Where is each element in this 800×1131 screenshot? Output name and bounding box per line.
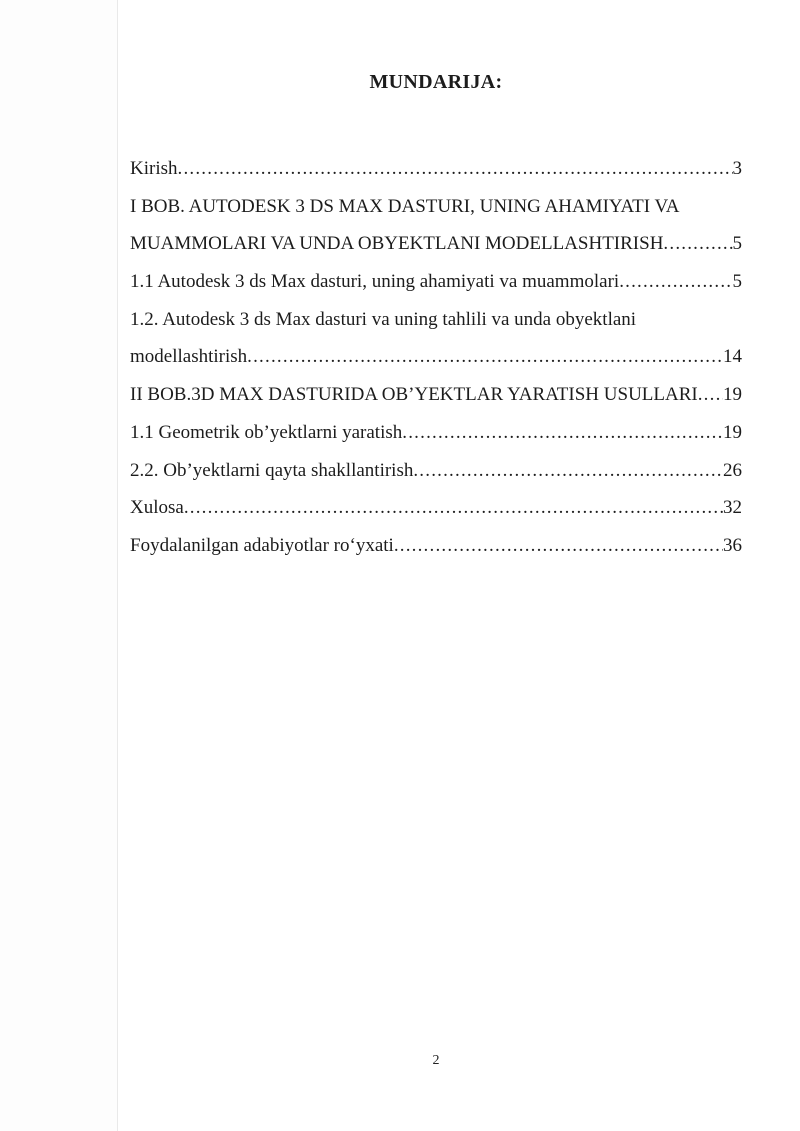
- toc-entry: [130, 414, 742, 452]
- toc-entry-label: modellashtirish: [130, 346, 248, 368]
- toc-entry-label: II BOB.3D MAX DASTURIDA OB’YEKTLAR YARATISH USULLARI: [130, 384, 698, 406]
- toc-entry: [130, 263, 742, 301]
- footer-page-number: 2: [432, 1053, 440, 1068]
- toc-entry-page-number: 5: [732, 271, 742, 293]
- toc-entry-label: MUAMMOLARI VA UNDA OBYEKTLANI MODELLASHTIRISH: [130, 233, 664, 255]
- table-of-contents: [130, 0, 742, 565]
- toc-entry-page-number: 14: [723, 346, 742, 368]
- toc-entry-label: 1.1 Geometrik ob’yektlarni yaratish: [130, 421, 403, 443]
- toc-entry: [130, 376, 742, 414]
- page-title: MUNDARIJA:: [369, 71, 503, 93]
- toc-entry-label: 1.1 Autodesk 3 ds Max dasturi, uning ahamiyati va muammolari: [130, 271, 620, 293]
- toc-entry-label: Xulosa: [130, 497, 184, 519]
- toc-entry: [130, 452, 742, 490]
- toc-dotted-leader: [663, 225, 732, 263]
- toc-dotted-leader: [247, 338, 723, 376]
- toc-entry-page-number: 32: [723, 497, 742, 519]
- toc-entry-label: 1.2. Autodesk 3 ds Max dasturi va uning tahlili va unda obyektlani: [130, 308, 637, 330]
- toc-list: [130, 150, 742, 565]
- toc-dotted-leader: [698, 376, 723, 414]
- toc-entry-page-number: 3: [732, 158, 742, 179]
- toc-entry-label: Foydalanilgan adabiyotlar ro‘yxati: [130, 534, 394, 556]
- toc-entry-page-number: 5: [732, 233, 742, 255]
- toc-dotted-leader: [394, 527, 723, 565]
- page-edge-line: [0, 0, 118, 1131]
- toc-entry-label: 2.2. Ob’yektlarni qayta shakllantirish: [130, 459, 414, 481]
- toc-entry: [130, 150, 742, 188]
- toc-entry-page-number: 36: [723, 534, 742, 556]
- toc-entry: [130, 338, 742, 376]
- toc-dotted-leader: [178, 150, 733, 188]
- toc-entry-page-number: 19: [723, 384, 742, 406]
- toc-entry-page-number: 19: [723, 421, 742, 443]
- toc-entry-label: I BOB. AUTODESK 3 DS MAX DASTURI, UNING AHAMIYATI VA: [130, 195, 680, 217]
- toc-entry: [130, 489, 742, 527]
- toc-dotted-leader: [184, 489, 723, 527]
- toc-entry-label: Kirish: [130, 158, 178, 179]
- toc-dotted-leader: [402, 414, 723, 452]
- toc-dotted-leader: [413, 452, 723, 490]
- toc-entry: [130, 225, 742, 263]
- toc-dotted-leader: [619, 263, 732, 301]
- toc-entry: [130, 527, 742, 565]
- toc-entry-page-number: 26: [723, 459, 742, 481]
- toc-entry: [130, 301, 742, 339]
- toc-entry: [130, 188, 742, 226]
